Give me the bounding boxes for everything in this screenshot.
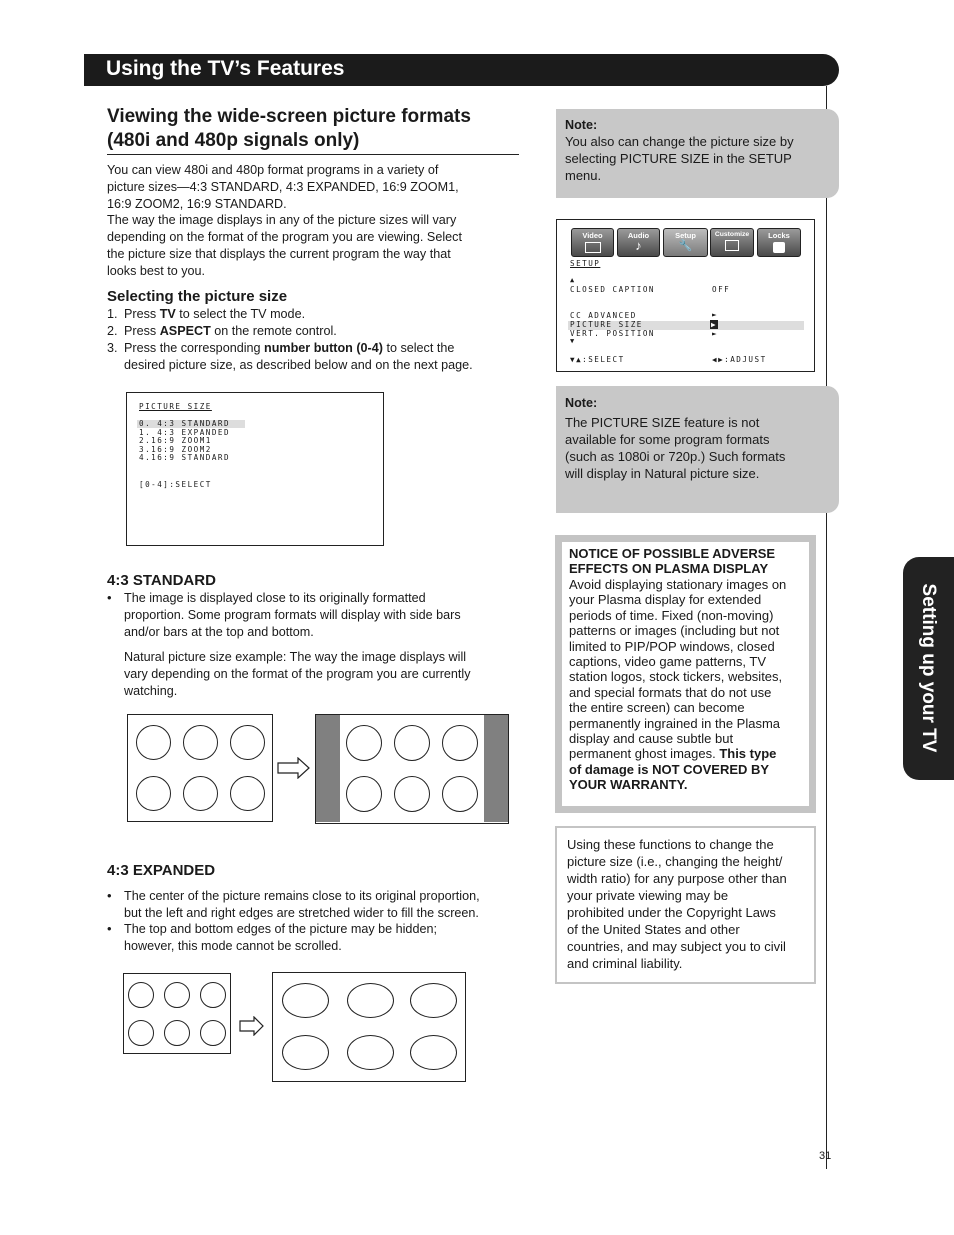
- setup-row-label: CC ADVANCED: [570, 311, 637, 320]
- setup-row-label: PICTURE SIZE: [570, 320, 643, 329]
- menu-items: 0. 4:3 STANDARD 1. 4:3 EXPANDED 2.16:9 ZOOM1 3.16:9 ZOOM2 4.16:9 STANDARD: [139, 419, 231, 463]
- standard-heading: 4:3 STANDARD: [107, 572, 216, 589]
- bullet: •: [107, 590, 112, 605]
- standard-text: The image is displayed close to its originally formatted proportion. Some program formats will display with side bars and/or bars at the top and bottom.: [124, 591, 461, 639]
- tab-locks: Locks: [757, 228, 801, 257]
- setup-row-value: ►: [712, 310, 719, 319]
- bullet: •: [107, 921, 112, 936]
- setup-row-value: ►: [712, 329, 719, 338]
- selecting-heading: Selecting the picture size: [107, 288, 288, 305]
- standard-example-text: Natural picture size example: The way the image displays will vary depending on the format of the program you are currently watching.: [124, 650, 471, 698]
- wrench-icon: 🔧: [678, 240, 693, 252]
- section-rule: [107, 154, 519, 155]
- expanded-text-2: The top and bottom edges of the picture may be hidden; however, this mode cannot be scrolled.: [124, 922, 437, 953]
- section-title-line1: Viewing the wide-screen picture formats: [107, 106, 471, 127]
- setup-row-value: OFF: [712, 285, 731, 294]
- expanded-heading: 4:3 EXPANDED: [107, 862, 216, 879]
- tab-setup: Setup 🔧: [663, 228, 708, 257]
- tab-audio: Audio ♪: [617, 228, 660, 257]
- note-label: Note:: [565, 118, 598, 132]
- expanded-picture-illustration: [272, 972, 466, 1082]
- adjust-hint: ◀▶:ADJUST: [712, 355, 767, 364]
- lock-icon: [773, 242, 785, 253]
- step-2: 2. Press ASPECT on the remote control.: [107, 324, 337, 338]
- tab-video: Video: [571, 228, 614, 257]
- step-3: 3. Press the corresponding number button (0-4) to select the: [107, 341, 455, 355]
- music-note-icon: ♪: [635, 238, 642, 253]
- note-text: You also can change the picture size by selecting PICTURE SIZE in the SETUP menu.: [565, 134, 794, 183]
- arrow-right-icon: [239, 1016, 265, 1036]
- original-picture-illustration: [127, 714, 273, 822]
- side-tab-label: Setting up your TV: [918, 583, 939, 753]
- menu-footer: [0-4]:SELECT: [139, 480, 212, 489]
- select-hint: ▼▲:SELECT: [570, 355, 625, 364]
- section-title-line2: (480i and 480p signals only): [107, 130, 360, 151]
- copyright-box: [555, 826, 816, 984]
- menu-title: PICTURE SIZE: [139, 402, 212, 411]
- setup-menu: [556, 219, 815, 372]
- standard-picture-illustration: [315, 714, 509, 824]
- warning-text: Avoid displaying stationary images on your Plasma display for extended periods of time. Fixed (non-moving) patterns or images (including but not limited to PIP/POP windows, closed captions, video game patterns, TV station logos, stock tickers, websites, and special formats that do not use the entire screen) can become permanently ingrained in the Plasma display and cause subtle but permanent ghost images. This type of damage is NOT COVERED BY YOUR WARRANTY.: [569, 577, 787, 793]
- intro-text: You can view 480i and 480p format programs in a variety of picture sizes—4:3 STANDARD, 4:3 EXPANDED, 16:9 ZOOM1, 16:9 ZOOM2, 16:9 STANDARD. The way the image displays in any of the picture sizes will vary depending on the format of the program you are viewing. Select the picture size that displays the current program the way that looks best to you.: [107, 163, 462, 278]
- original-picture-illustration: [123, 973, 231, 1054]
- note-label: Note:: [565, 396, 598, 410]
- warning-box-inner: [562, 542, 809, 806]
- up-arrow-icon: ▲: [570, 276, 576, 284]
- column-divider: [826, 86, 827, 1169]
- copyright-text: Using these functions to change the picture size (i.e., changing the height/ width ratio) for any purpose other than your private viewing may be prohibited under the Copyright Laws of the United States and other countries, and may subject you to civil and criminal liability.: [567, 837, 787, 971]
- setup-row-value: ▶: [711, 320, 718, 329]
- setup-title: SETUP: [570, 259, 601, 268]
- note-box: [556, 109, 839, 198]
- note-text: The PICTURE SIZE feature is not available for some program formats (such as 1080i or 720p.) Such formats will display in Natural picture size.: [565, 415, 786, 481]
- side-tab: [903, 557, 954, 780]
- bullet: •: [107, 888, 112, 903]
- expanded-text-1: The center of the picture remains close to its original proportion, but the left and right edges are stretched wider to fill the screen.: [124, 889, 480, 920]
- picture-size-menu: [126, 392, 384, 546]
- tv-icon: [585, 242, 601, 253]
- list-icon: [725, 240, 739, 251]
- warning-title: NOTICE OF POSSIBLE ADVERSE EFFECTS ON PLASMA DISPLAY: [569, 546, 776, 577]
- step-list: 1. Press TV to select the TV mode. 2. Press ASPECT on the remote control. 3. Press the corresponding number button (0-4) to select the desired picture size, as described below and on the next page.: [107, 306, 519, 374]
- tab-customize: Customize: [710, 228, 754, 257]
- arrow-right-icon: [277, 757, 311, 779]
- setup-row-label: VERT. POSITION: [570, 329, 656, 338]
- page-number: 31: [819, 1150, 832, 1162]
- note-box: [556, 386, 839, 513]
- page-title: Using the TV’s Features: [106, 57, 345, 80]
- step-1: 1. Press TV to select the TV mode.: [107, 307, 306, 321]
- setup-row-label: CLOSED CAPTION: [570, 285, 656, 294]
- down-arrow-icon: ▼: [570, 337, 576, 345]
